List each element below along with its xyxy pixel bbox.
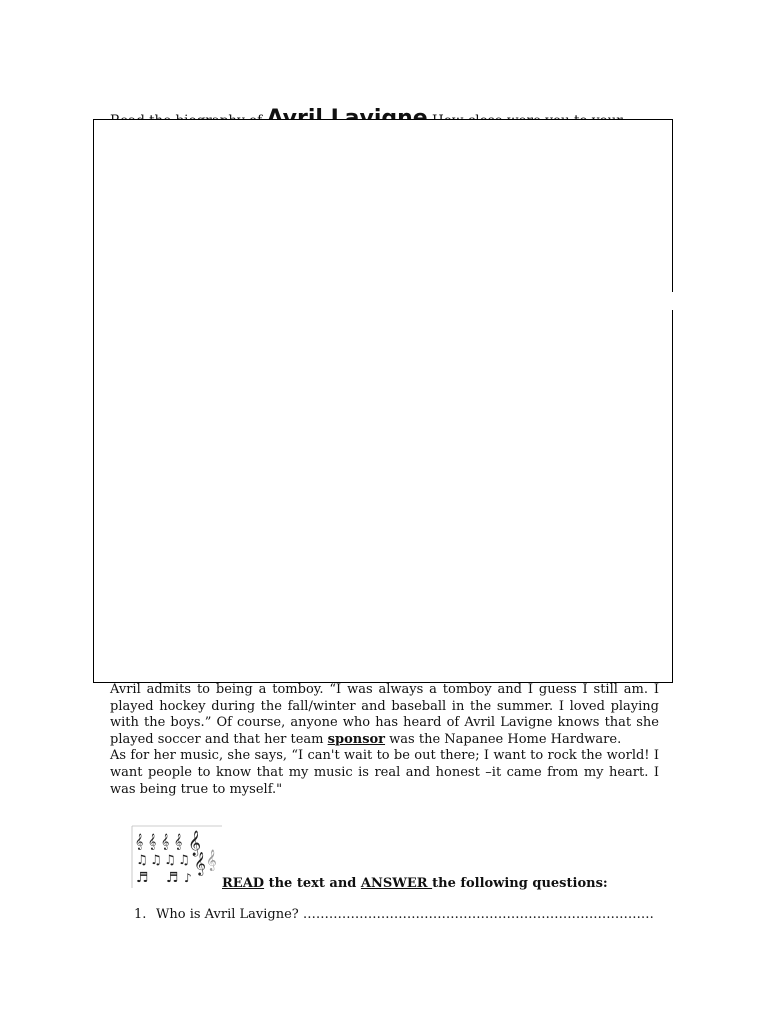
intro-line bbox=[110, 103, 670, 119]
instr-answer: ANSWER bbox=[360, 876, 433, 891]
question-item bbox=[134, 907, 654, 922]
svg-text:♬: ♬ bbox=[136, 870, 149, 886]
svg-text:𝄞: 𝄞 bbox=[206, 850, 217, 871]
svg-text:♬: ♬ bbox=[166, 870, 179, 886]
instructions-heading bbox=[222, 876, 608, 891]
svg-text:𝄞: 𝄞 bbox=[194, 851, 206, 875]
svg-text:𝄞: 𝄞 bbox=[174, 834, 183, 850]
svg-text:𝄞: 𝄞 bbox=[135, 834, 144, 850]
instr-middle: the text and bbox=[264, 876, 361, 891]
paragraph-tomboy bbox=[110, 682, 659, 748]
question-text[interactable]: Who is Avril Lavigne? ……………………………………………………………………… bbox=[156, 907, 654, 922]
image-placeholder-box bbox=[93, 119, 673, 683]
music-notes-clipart-icon bbox=[132, 826, 222, 888]
svg-text:𝄞: 𝄞 bbox=[148, 834, 157, 850]
paragraph-music: As for her music, she says, “I can't wait to be out there; I want to rock the world! I want people to know that my music is real and honest –it came from my heart. I was being true to myself." bbox=[110, 748, 659, 797]
question-number: 1. bbox=[134, 907, 147, 922]
svg-text:𝄞: 𝄞 bbox=[188, 831, 202, 856]
paragraph-text-1: Avril admits to being a tomboy. “I was always a tomboy and I guess I still am. I played hockey during the fall/winter and baseball in the summer. I loved playing with the boys.” Of course, anyone who has heard of Avril Lavigne knows that she played soccer and that her team bbox=[110, 682, 659, 747]
biography-text bbox=[110, 682, 659, 798]
svg-text:𝄞: 𝄞 bbox=[161, 834, 170, 850]
svg-text:♫: ♫ bbox=[164, 853, 176, 868]
svg-text:♫: ♫ bbox=[136, 853, 148, 868]
box-edge-gap bbox=[670, 292, 674, 310]
instr-read: READ bbox=[222, 876, 265, 891]
keyword-sponsor: sponsor bbox=[327, 731, 386, 747]
svg-text:♪: ♪ bbox=[184, 871, 192, 885]
svg-text:♫: ♫ bbox=[150, 853, 162, 868]
svg-text:♫: ♫ bbox=[178, 853, 190, 868]
instr-end: the following questions: bbox=[432, 876, 608, 891]
paragraph-text-2: was the Napanee Home Hardware. bbox=[385, 731, 622, 747]
